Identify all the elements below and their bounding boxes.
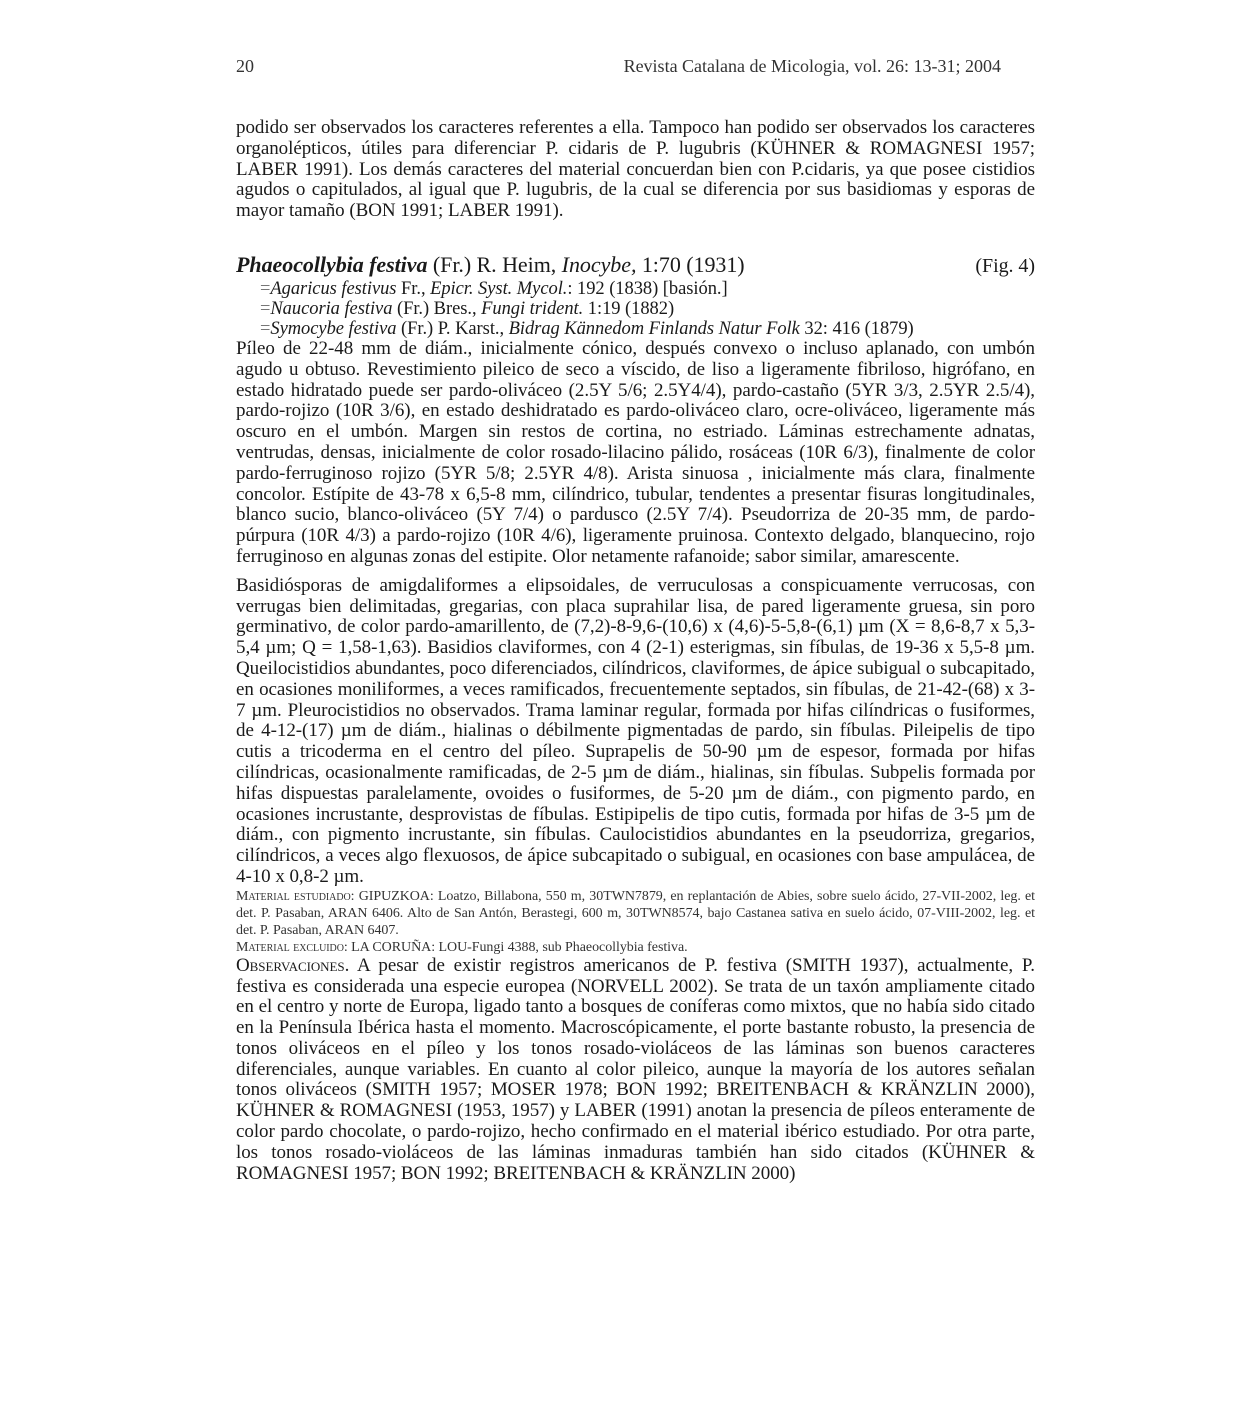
species-heading [236, 252, 1035, 279]
macroscopic-description: Píleo de 22-48 mm de diám., inicialmente cónico, después convexo o incluso aplanado, con umbón agudo u obtuso. Revestimiento pileico de seco a víscido, de liso a ligeramente fibriloso, higrófano, en estado hidratado puede ser pardo-oliváceo (2.5Y 5/6; 2.5Y4/4), pardo-castaño (5YR 3/3, 2.5YR 2.5/4), pardo-rojizo (10R 3/6), en estado deshidratado es pardo-oliváceo claro, ocre-oliváceo, ligeramente más oscuro en el umbón. Margen sin restos de cortina, no estriado. Láminas estrechamente adnatas, ventrudas, densas, inicialmente de color rosado-lilacino pálido, rosáceas (10R 6/3), finalmente de color pardo-ferruginoso rojizo (5YR 5/8; 2.5YR 4/8). Arista sinuosa , inicialmente más clara, finalmente concolor. Estípite de 43-78 x 6,5-8 mm, cilíndrico, tubular, tendentes a presentar fisuras longitudinales, blanco sucio, blanco-oliváceo (5Y 7/4) o pardusco (2.5Y 7/4). Pseudorriza de 20-35 mm, de pardo-púrpura (10R 4/3) a pardo-rojizo (10R 4/6), ligeramente pruinosa. Contexto delgado, blanquecino, rojo ferruginoso en algunas zonas del estipite. Olor netamente rafanoide; sabor similar, amarescente. [236, 337, 1035, 567]
synonym-line [260, 279, 1035, 299]
journal-citation: Revista Catalana de Micologia, vol. 26: 13-31; 2004 [623, 56, 1001, 76]
synonym-author: Fr., [401, 278, 426, 299]
synonym-work: Epicr. Syst. Mycol. [430, 278, 568, 299]
species-name: Phaeocollybia festiva [236, 251, 428, 277]
synonym-author: (Fr.) Bres., [396, 298, 477, 319]
material-studied-label: Material estudiado: [236, 888, 355, 904]
synonym-work: Fungi trident. [481, 298, 584, 319]
material-excluded [236, 939, 1035, 956]
intro-paragraph: podido ser observados los caracteres referentes a ella. Tampoco han podido ser observados los caracteres organolépticos, útiles para diferenciar P. cidaris de P. lugubris (KÜHNER & ROMAGNESI 1957; LABER 1991). Los demás caracteres del material concuerdan bien con P.cidaris, ya que posee cistidios agudos o capitulados, al igual que P. lugubris, de la cual se diferencia por sus basidiomas y esporas de mayor tamaño (BON 1991; LABER 1991). [236, 117, 1035, 222]
equals-sign: = [260, 318, 271, 339]
species-reference-work: Inocybe, [561, 251, 637, 277]
synonym-name: Symocybe festiva [270, 318, 397, 339]
synonym-name: Naucoria festiva [270, 298, 393, 319]
microscopic-description: Basidiósporas de amigdaliformes a elipsoidales, de verruculosas a conspicuamente verrucosas, con verrugas bien delimitadas, gregarias, con placa suprahilar lisa, de pared ligeramente gruesa, sin poro germinativo, de color pardo-amarillento, de (7,2)-8-9,6-(10,6) x (4,6)-5-5,8-(6,1) µm (X = 8,6-8,7 x 5,3-5,4 µm; Q = 1,58-1,63). Basidios claviformes, con 4 (2-1) esterigmas, sin fíbulas, de 19-36 x 5,5-8 µm. Queilocistidios abundantes, poco diferenciados, cilíndricos, claviformes, de ápice subigual o subcapitado, en ocasiones moniliformes, a veces ramificados, frecuentemente septados, sin fíbulas, de 21-42-(68) x 3-7 µm. Pleurocistidios no observados. Trama laminar regular, formada por hifas cilíndricas o fusiformes, de 4-12-(17) µm de diám., hialinas o débilmente pigmentadas de pardo, sin fíbulas. Pileipelis de tipo cutis a tricoderma en el centro del píleo. Suprapelis de 50-90 µm de espesor, formada por hifas cilíndricas, ocasionalmente ramificadas, de 2-5 µm de diám., hialinas, sin fíbulas. Subpelis formada por hifas dispuestas paralelamente, ovoides o fusiformes, de 5-20 µm de diám., con pigmento pardo, en ocasiones incrustante, desprovistas de fíbulas. Estipipelis de tipo cutis, formada por hifas de 3-5 µm de diám., con pigmento incrustante, sin fíbulas. Caulocistidios abundantes en la pseudorriza, gregarios, cilíndricos, a veces algo flexuosos, de ápice subcapitado o subigual, en ocasiones con base ampulácea, de 4-10 x 0,8-2 µm. [236, 574, 1035, 887]
equals-sign: = [260, 278, 271, 299]
synonym-work: Bidrag Kännedom Finlands Natur Folk [508, 318, 800, 339]
synonym-ref: 1:19 (1882) [587, 298, 675, 319]
species-reference-pages: 1:70 (1931) [641, 251, 745, 277]
species-authority: (Fr.) R. Heim, [432, 251, 557, 277]
synonym-ref: 32: 416 (1879) [804, 318, 914, 339]
synonym-line [260, 299, 1035, 319]
page-number: 20 [236, 56, 254, 76]
figure-reference: (Fig. 4) [975, 254, 1035, 277]
material-studied [236, 888, 1035, 939]
material-excluded-text: LA CORUÑA: LOU-Fungi 4388, sub Phaeocollybia festiva. [351, 939, 688, 955]
synonym-ref: : 192 (1838) [basión.] [567, 278, 728, 299]
observations-text: A pesar de existir registros americanos de P. festiva (SMITH 1937), actualmente, P. festiva es considerada una especie europea (NORVELL 2002). Se trata de un taxón ampliamente citado en el centro y norte de Europa, ligado tanto a bosques de coníferas como mixtos, que no había sido citado en la Península Ibérica hasta el momento. Macroscópicamente, el porte bastante robusto, la presencia de tonos oliváceos en el píleo y los tonos rosado-violáceos de las láminas son buenos caracteres diferenciales, aunque variables. En cuanto al color pileico, aunque la mayoría de los autores señalan tonos oliváceos (SMITH 1957; MOSER 1978; BON 1992; BREITENBACH & KRÄNZLIN 2000), KÜHNER & ROMAGNESI (1953, 1957) y LABER (1991) anotan la presencia de píleos enteramente de color pardo chocolate, o pardo-rojizo, hecho confirmado en el material ibérico estudiado. Por otra parte, los tonos rosado-violáceos de las láminas inmaduras también han sido citados (KÜHNER & ROMAGNESI 1957; BON 1992; BREITENBACH & KRÄNZLIN 2000) [236, 954, 1035, 1184]
equals-sign: = [260, 298, 271, 319]
synonym-line [260, 319, 1035, 339]
material-excluded-label: Material excluido: [236, 939, 348, 955]
material-studied-text: GIPUZKOA: Loatzo, Billabona, 550 m, 30TWN7879, en replantación de Abies, sobre suelo ácido, 27-VII-2002, leg. et det. P. Pasaban, ARAN 6406. Alto de San Antón, Berastegi, 600 m, 30TWN8574, bajo Castanea sativa en suelo ácido, 07-VIII-2002, leg. et det. P. Pasaban, ARAN 6407. [236, 888, 1036, 938]
observations [236, 956, 1035, 1185]
article-body [236, 118, 1035, 1184]
observations-label: Observaciones. [236, 954, 350, 976]
running-header [236, 56, 1001, 77]
synonym-name: Agaricus festivus [270, 278, 397, 299]
synonym-author: (Fr.) P. Karst., [401, 318, 505, 339]
synonym-list [260, 279, 1035, 339]
